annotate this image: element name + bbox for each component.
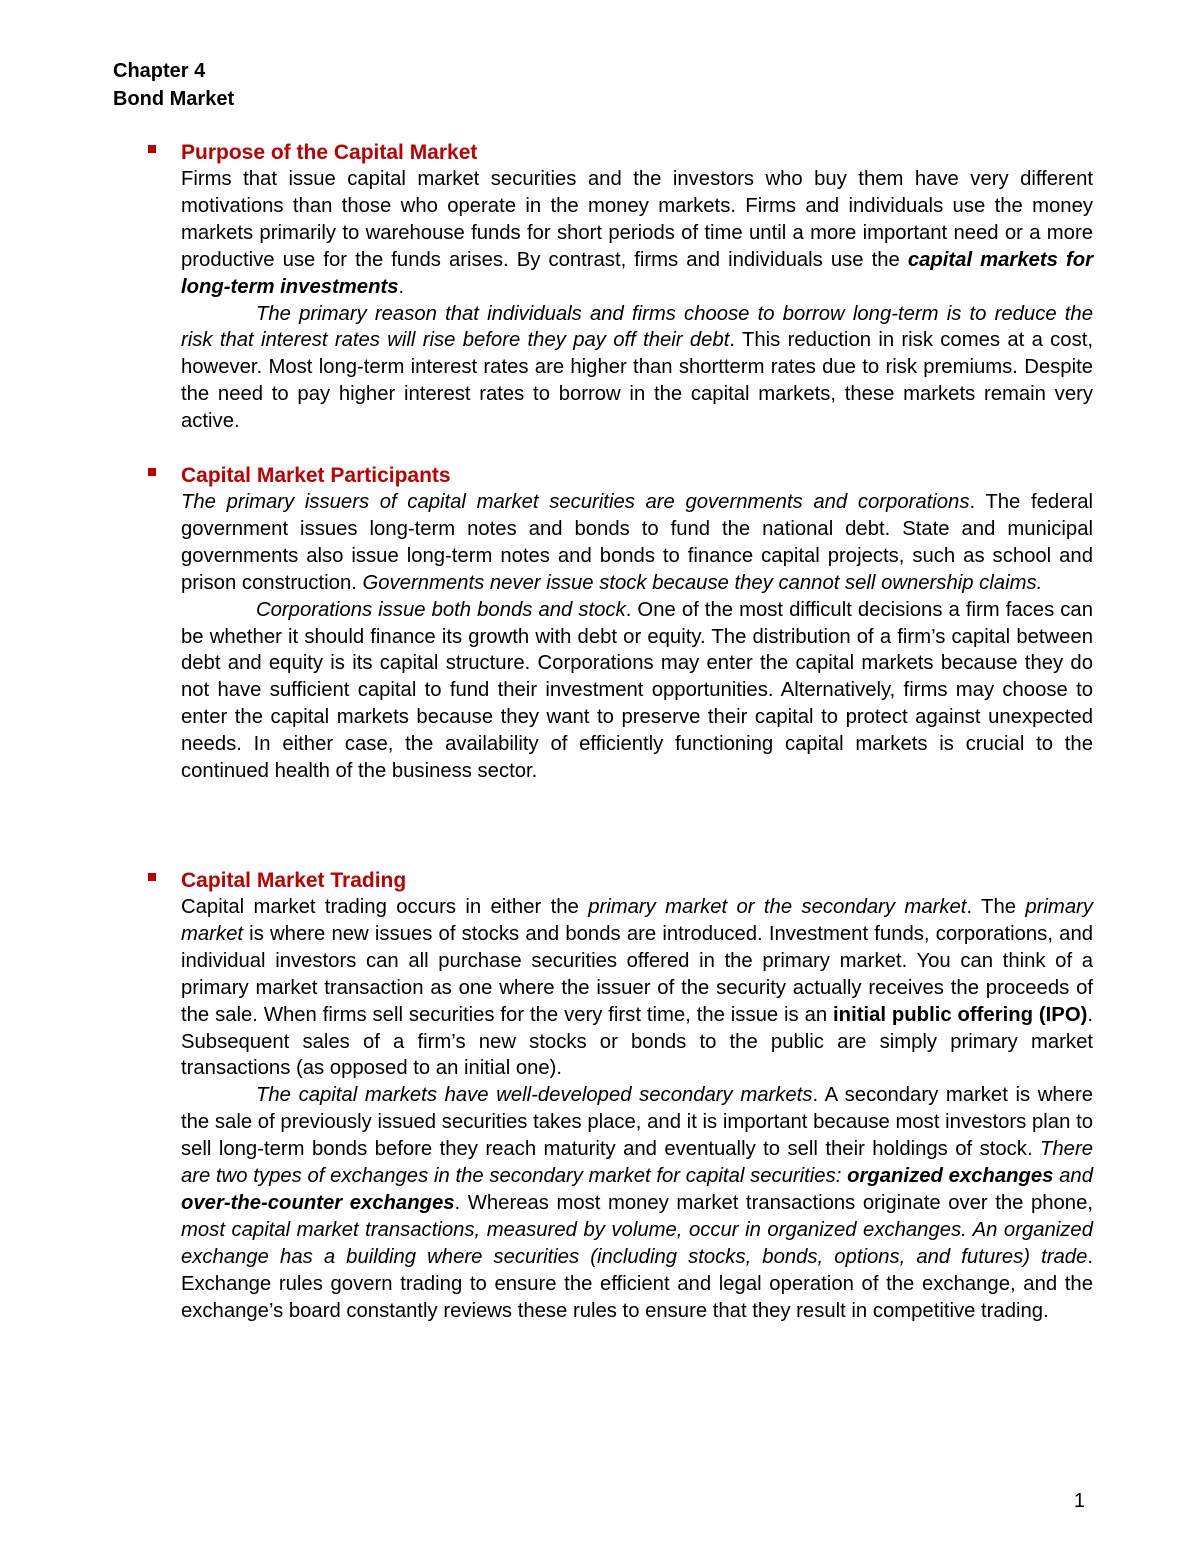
page-number: 1 [1073, 1490, 1085, 1512]
text-run: . A secondary market is where the sale of previously issued securities takes place, and it is important because most investors plan to sell long-term bonds before they reach maturity and eventually to sell their holdings of stock. [181, 1084, 1093, 1161]
text-run: organized exchanges [847, 1165, 1054, 1188]
paragraph [181, 1082, 1093, 1324]
section-heading: Purpose of the Capital Market [181, 141, 478, 164]
section-capital-market-trading [148, 868, 1093, 1325]
text-run: . Exchange rules govern trading to ensure the efficient and legal operation of the exchange, and the exchange’s board constantly reviews these rules to ensure that they result in competitive trading. [181, 1245, 1093, 1322]
chapter-label: Chapter 4 [113, 60, 206, 82]
section-purpose-of-capital-market [148, 140, 1093, 435]
text-run: is where new issues of stocks and bonds are introduced. Investment funds, corporations, and individual investors can all purchase securities offered in the primary market. You can think of a primary market transaction as one where the issuer of the security actually receives the proceeds of the sale. When firms sell securities for the very first time, the issue is an [181, 922, 1093, 1026]
text-run: . [398, 275, 405, 298]
chapter-title: Bond Market [113, 88, 235, 110]
section-heading: Capital Market Participants [181, 464, 451, 487]
text-run: capital markets for long-term investments [181, 248, 1093, 298]
text-run: primary market [181, 896, 1093, 945]
text-run: over-the-counter exchanges [181, 1191, 455, 1214]
paragraph [181, 301, 1093, 436]
text-run: primary market or the secondary market [588, 896, 967, 918]
text-run: . One of the most difficult decisions a firm faces can be whether it should finance its growth with debt or equity. The distribution of a firm’s capital between debt and equity is its capital structure. Corporations may enter the capital markets because they do not have sufficient capital to fund their investment opportunities. Alternatively, firms may choose to enter the capital markets because they want to preserve their capital to protect against unexpected needs. In either case, the availability of efficiently functioning capital markets is crucial to the continued health of the business sector. [181, 598, 1093, 783]
section-heading: Capital Market Trading [181, 869, 407, 892]
paragraph [181, 166, 1093, 301]
text-run: . The [966, 896, 1026, 918]
bullet-icon [148, 468, 156, 476]
text-run: most capital market transactions, measured by volume, occur in organized exchanges. An organized exchange has a building where securities (including stocks, bonds, options, and futures) trade [181, 1218, 1093, 1268]
paragraph [181, 597, 1093, 785]
text-run: Corporations issue both bonds and stock [256, 598, 626, 621]
text-run: Governments never issue stock because they cannot sell ownership claims. [362, 571, 1043, 594]
text-run: The capital markets have well-developed secondary markets [256, 1084, 813, 1107]
text-run: . Subsequent sales of a firm’s new stocks or bonds to the public are simply primary market transactions (as opposed to an initial one). [181, 1003, 1093, 1080]
text-run: There are two types of exchanges in the secondary market for capital securities: [181, 1138, 1093, 1188]
text-run: The primary reason that individuals and firms choose to borrow long-term is to reduce the risk that interest rates will rise before they pay off their debt [181, 302, 1093, 352]
text-run: Capital market trading occurs in either the [181, 896, 589, 918]
bullet-icon [148, 873, 156, 881]
text-run: . Whereas most money market transactions originate over the phone, [454, 1191, 1093, 1214]
paragraph [181, 894, 1093, 1082]
text-run: Firms that issue capital market securities and the investors who buy them have very different motivations than those who operate in the money markets. Firms and individuals use the money markets primarily to warehouse funds for short periods of time until a more important need or a more productive use for the funds arises. By contrast, firms and individuals use the [181, 168, 1093, 271]
bullet-icon [148, 145, 156, 153]
text-run: and [1053, 1165, 1093, 1188]
paragraph [181, 489, 1093, 597]
text-run: initial public offering (IPO) [833, 1003, 1088, 1026]
text-run: . The federal government issues long-term notes and bonds to fund the national debt. State and municipal governments also issue long-term notes and bonds to finance capital projects, such as school and prison construction. [181, 491, 1093, 594]
text-run: . This reduction in risk comes at a cost, however. Most long-term interest rates are higher than shortterm rates due to risk premiums. Despite the need to pay higher interest rates to borrow in the capital markets, these markets remain very active. [181, 329, 1093, 433]
page-header [113, 57, 234, 113]
text-run: The primary issuers of capital market securities are governments and corporations [181, 491, 970, 513]
section-capital-market-participants [148, 463, 1093, 785]
